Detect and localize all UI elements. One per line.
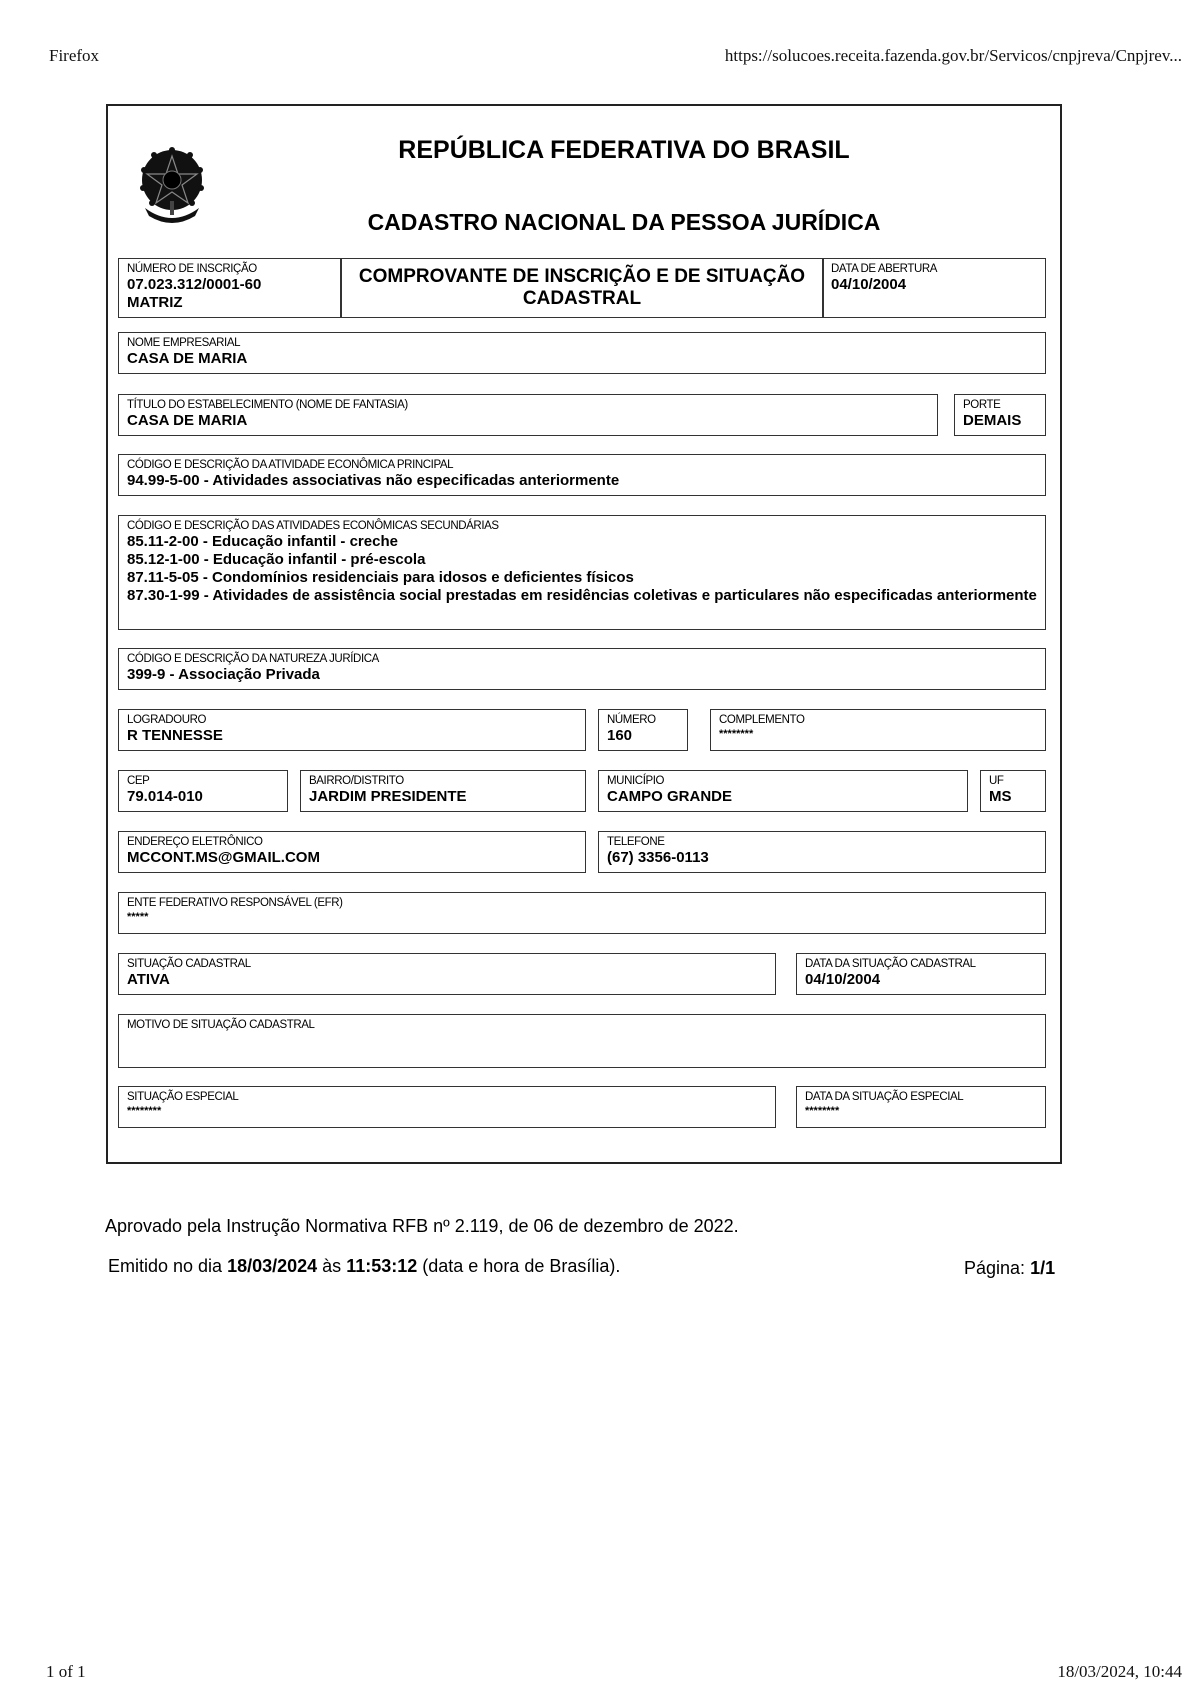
data-situacao-especial-value: ******** <box>805 1105 840 1117</box>
cnpj-value: 07.023.312/0001-60 <box>127 276 262 293</box>
emission-prefix: Emitido no dia <box>108 1256 228 1276</box>
bairro-value: JARDIM PRESIDENTE <box>309 788 467 805</box>
page-url: https://solucoes.receita.fazenda.gov.br/Servicos/cnpjreva/Cnpjrev... <box>724 46 1182 65</box>
porte-label: PORTE <box>963 399 1001 411</box>
cep-value: 79.014-010 <box>127 788 203 805</box>
email-box <box>118 831 586 873</box>
uf-value: MS <box>989 788 1012 805</box>
document-title-line1: COMPROVANTE DE INSCRIÇÃO E DE SITUAÇÃO <box>358 266 806 287</box>
numero-box <box>598 709 688 751</box>
atividade-principal-label: CÓDIGO E DESCRIÇÃO DA ATIVIDADE ECONÔMICA PRINCIPAL <box>127 459 454 471</box>
cep-label: CEP <box>127 775 150 787</box>
data-situacao-cadastral-value: 04/10/2004 <box>805 971 881 988</box>
atividade-secundaria-item: 87.30-1-99 - Atividades de assistência social prestadas em residências coletivas e particulares não especificadas anteriormente <box>127 587 1037 604</box>
logradouro-box <box>118 709 586 751</box>
atividade-secundaria-item: 85.11-2-00 - Educação infantil - creche <box>127 533 398 550</box>
situacao-especial-box <box>118 1086 776 1128</box>
print-page-count: 1 of 1 <box>46 1662 86 1681</box>
email-label: ENDEREÇO ELETRÔNICO <box>127 836 263 848</box>
republic-title: REPÚBLICA FEDERATIVA DO BRASIL <box>398 136 850 164</box>
titulo-estabelecimento-label: TÍTULO DO ESTABELECIMENTO (NOME DE FANTASIA) <box>127 399 408 411</box>
abertura-label: DATA DE ABERTURA <box>831 263 938 275</box>
numero-label: NÚMERO <box>607 714 656 726</box>
data-situacao-cadastral-label: DATA DA SITUAÇÃO CADASTRAL <box>805 958 976 970</box>
tipo-value: MATRIZ <box>127 294 183 311</box>
abertura-box <box>822 258 1046 318</box>
titulo-estabelecimento-box <box>118 394 938 436</box>
browser-app-name: Firefox <box>49 46 100 65</box>
natureza-juridica-box <box>118 648 1046 690</box>
efr-value: ***** <box>127 911 149 923</box>
cep-box <box>118 770 288 812</box>
page-indicator <box>964 1258 1055 1279</box>
telefone-value: (67) 3356-0113 <box>607 849 709 866</box>
emission-suffix: (data e hora de Brasília). <box>417 1256 621 1276</box>
abertura-value: 04/10/2004 <box>831 276 907 293</box>
emission-note <box>108 1256 620 1277</box>
logradouro-value: R TENNESSE <box>127 727 223 744</box>
atividade-secundaria-item: 85.12-1-00 - Educação infantil - pré-escola <box>127 551 426 568</box>
emission-mid: às <box>317 1256 347 1276</box>
situacao-especial-label: SITUAÇÃO ESPECIAL <box>127 1091 239 1103</box>
bairro-label: BAIRRO/DISTRITO <box>309 775 404 787</box>
page-label: Página: <box>964 1258 1031 1278</box>
telefone-label: TELEFONE <box>607 836 665 848</box>
bairro-box <box>300 770 586 812</box>
complemento-value: ******** <box>719 728 754 740</box>
natureza-juridica-label: CÓDIGO E DESCRIÇÃO DA NATUREZA JURÍDICA <box>127 653 379 665</box>
email-value: MCCONT.MS@GMAIL.COM <box>127 849 320 866</box>
porte-box <box>954 394 1046 436</box>
telefone-box <box>598 831 1046 873</box>
approval-note: Aprovado pela Instrução Normativa RFB nº 2.119, de 06 de dezembro de 2022. <box>105 1216 739 1236</box>
inscricao-box <box>118 258 342 318</box>
natureza-juridica-value: 399-9 - Associação Privada <box>127 666 320 683</box>
efr-label: ENTE FEDERATIVO RESPONSÁVEL (EFR) <box>127 897 343 909</box>
print-datetime: 18/03/2024, 10:44 <box>1057 1662 1182 1681</box>
data-situacao-cadastral-box <box>796 953 1046 995</box>
atividades-secundarias-label: CÓDIGO E DESCRIÇÃO DAS ATIVIDADES ECONÔMICAS SECUNDÁRIAS <box>127 520 499 532</box>
nome-empresarial-value: CASA DE MARIA <box>127 350 248 367</box>
situacao-cadastral-box <box>118 953 776 995</box>
data-situacao-especial-box <box>796 1086 1046 1128</box>
page-value: 1/1 <box>1030 1258 1056 1278</box>
uf-label: UF <box>989 775 1004 787</box>
motivo-situacao-box <box>118 1014 1046 1068</box>
atividade-secundaria-item: 87.11-5-05 - Condomínios residenciais para idosos e deficientes físicos <box>127 569 634 586</box>
emission-time: 11:53:12 <box>346 1256 418 1276</box>
atividades-secundarias-box <box>118 515 1046 630</box>
situacao-cadastral-label: SITUAÇÃO CADASTRAL <box>127 958 251 970</box>
numero-value: 160 <box>607 727 633 744</box>
efr-box <box>118 892 1046 934</box>
municipio-value: CAMPO GRANDE <box>607 788 733 805</box>
municipio-box <box>598 770 968 812</box>
complemento-box <box>710 709 1046 751</box>
document-frame <box>106 104 1062 1164</box>
emission-date: 18/03/2024 <box>227 1256 318 1276</box>
complemento-label: COMPLEMENTO <box>719 714 805 726</box>
motivo-situacao-label: MOTIVO DE SITUAÇÃO CADASTRAL <box>127 1019 315 1031</box>
nome-empresarial-box <box>118 332 1046 374</box>
inscricao-label: NÚMERO DE INSCRIÇÃO <box>127 263 257 275</box>
nome-empresarial-label: NOME EMPRESARIAL <box>127 337 241 349</box>
data-situacao-especial-label: DATA DA SITUAÇÃO ESPECIAL <box>805 1091 964 1103</box>
situacao-cadastral-value: ATIVA <box>127 971 170 988</box>
registry-title: CADASTRO NACIONAL DA PESSOA JURÍDICA <box>367 209 881 235</box>
porte-value: DEMAIS <box>963 412 1022 429</box>
atividade-principal-box <box>118 454 1046 496</box>
document-title-box <box>340 258 824 318</box>
municipio-label: MUNICÍPIO <box>607 775 665 787</box>
atividade-principal-value: 94.99-5-00 - Atividades associativas não especificadas anteriormente <box>127 472 620 489</box>
document-title-line2: CADASTRAL <box>522 288 642 309</box>
uf-box <box>980 770 1046 812</box>
logradouro-label: LOGRADOURO <box>127 714 207 726</box>
titulo-estabelecimento-value: CASA DE MARIA <box>127 412 248 429</box>
situacao-especial-value: ******** <box>127 1105 162 1117</box>
